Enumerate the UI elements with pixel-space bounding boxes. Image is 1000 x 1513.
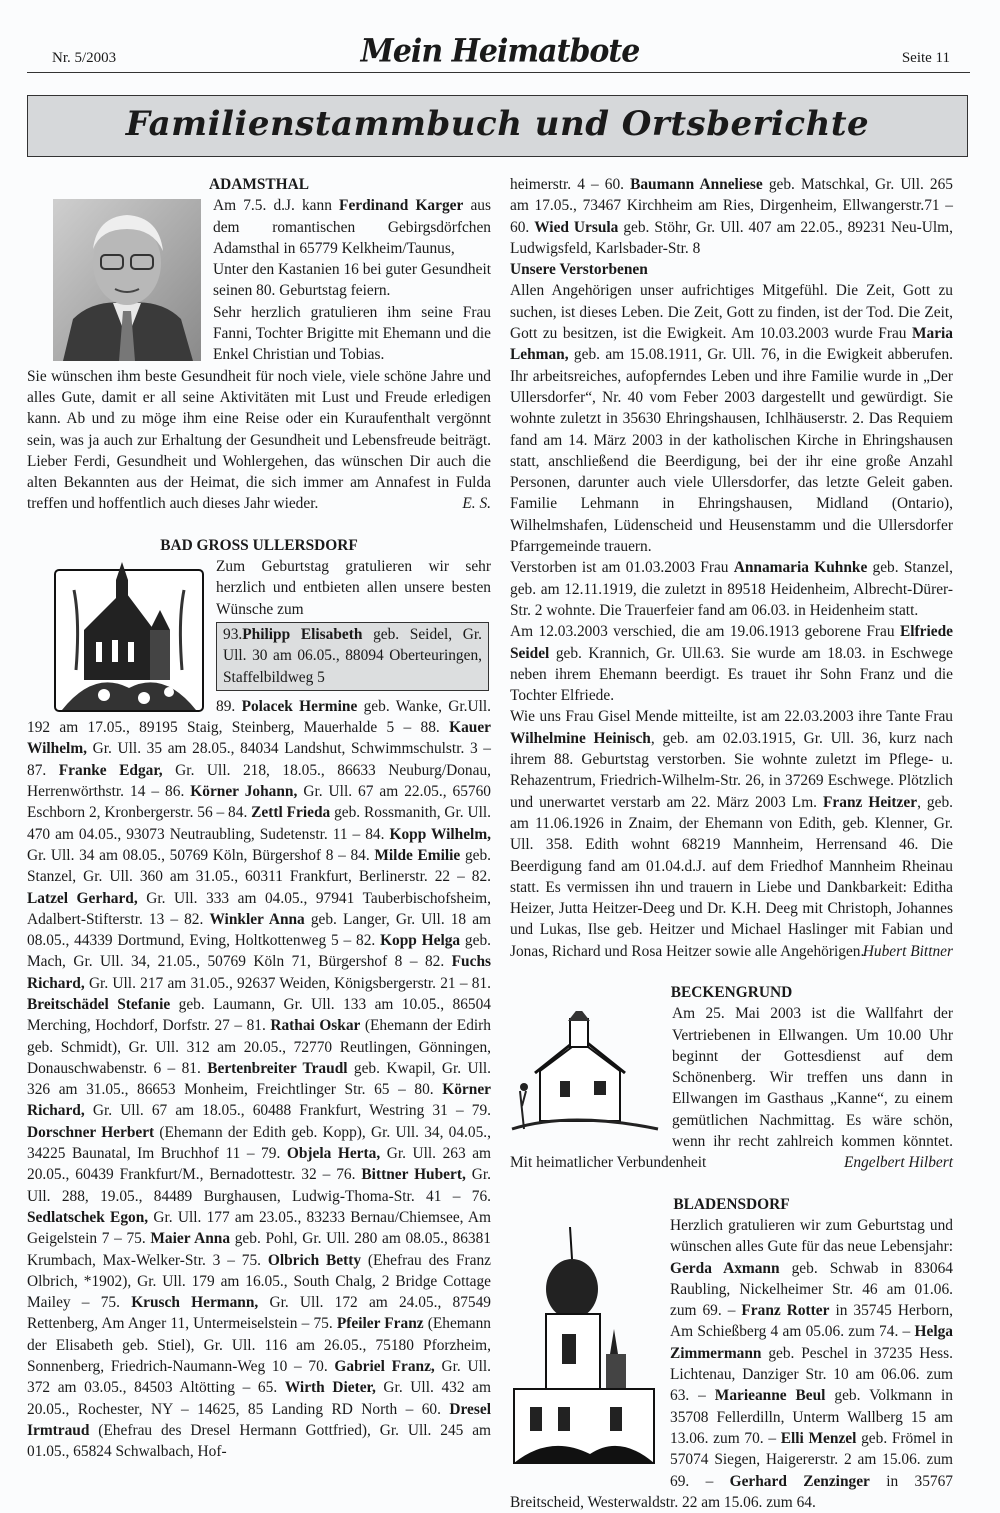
text-run: Gr. Ull. 288, 19.05., 84489 Burghausen, Ludwig-Thoma-Str. 41 – 76.	[27, 1166, 491, 1205]
name-highlight: Helga Zimmermann	[670, 1323, 953, 1362]
text-run: Allen Angehörigen unser aufrichtiges Mitgefühl. Die Zeit, Gott zu suchen, ist dieses Leben. Die Zeit, Gott zu finden, ist der Tod. Die Zeit, Gott zu besitzen, ist die Ewigkeit. Am 10.03.2003 wurde Frau	[510, 282, 953, 343]
name-highlight: Dresel Irmtraud	[27, 1400, 491, 1439]
paragraph	[27, 366, 491, 515]
text-run: Gr. Ull. 177 am 23.05., 83233 Bernau/Chiemsee, Am Geigelstein 7 – 75.	[27, 1208, 491, 1248]
text-run: geb. am 15.08.1911, Gr. Ull. 76, in die Ewigkeit abberufen. Ihr arbeitsreiches, aufopferndes Leben und ihre Familie wurde in „Der Ullersdorfer“, Nr. 40 vom Feber 2003 dargestellt und gewürdigt. Sie wohnte zuletzt in 35630 Ehringshausen, Ichlhäuserstr. 2. Das Requiem fand am 14. März 2003 in der katholischen Kirche in Ehringshausen statt, anschließend die Beerdigung, bei der ihr eine große Anzahl Personen, darunter auch viele Ullersdorfer, das letzte Geleit gaben. Familie Lehmann in Ehringshausen, Midland (Ontario), Wilhelmshafen, Lüdenscheid und Heusenstamm und die Ullersdorfer Pfarrgemeinde trauern.	[510, 346, 953, 556]
text-run: geb. Volkmann in 35708 Fellerdilln, Unterm Wallberg 15 am 13.06. zum 70. –	[670, 1387, 953, 1447]
chapel-drawing-image	[510, 1011, 660, 1139]
text-run: (Ehefrau des Franz Olbrich, *1902), Gr. Ull. 179 am 16.05., South Chalg, 2 Bridge Cottage Mailey – 75.	[27, 1251, 491, 1312]
name-highlight: Franz Heitzer	[823, 793, 918, 811]
ullersdorf-birthday-list	[27, 696, 491, 1463]
article-beckengrund	[510, 982, 953, 1174]
name-highlight: Marieanne Beul	[714, 1387, 826, 1405]
name-highlight: Latzel Gerhard,	[27, 889, 138, 907]
name-highlight: Wirth Dieter,	[284, 1379, 376, 1397]
name-highlight: Krusch Hermann,	[131, 1294, 259, 1312]
article-unsere-verstorbenen	[510, 259, 953, 962]
text-run: (Ehemann der Elisabeth geb. Stiel), Gr. Ull. 116 am 26.05., 75180 Pforzheim, Sonnenberg, Friedrich-Naumann-Weg 10 – 70.	[27, 1315, 491, 1376]
text-run: geb. Schwab in 83064 Raubling, Nickelheimer Str. 46 am 01.06. zum 69. –	[670, 1259, 953, 1320]
name-highlight: Elfriede Seidel	[510, 623, 953, 662]
text-run: Gr. Ull. 372 am 03.05., 84503 Altötting – 65.	[27, 1358, 491, 1397]
name-highlight: Winkler Anna	[209, 910, 305, 928]
article-adamsthal	[27, 174, 491, 515]
text-run: geb. Frömel in 57074 Siegen, Haigererstr. 2 am 15.06. zum 69. –	[670, 1429, 953, 1490]
ullersdorf-list-continued	[510, 174, 953, 259]
heading-unsere-verstorbenen: Unsere Verstorbenen	[510, 261, 648, 279]
paragraph	[510, 557, 953, 621]
text-run: Zum Geburtstag gratulieren wir sehr herzlich und entbieten allen unsere besten Wünsche zum	[216, 558, 491, 618]
heading-bladensdorf: BLADENSDORF	[673, 1195, 790, 1213]
text-run: geb. Langer, Gr. Ull. 18 am 08.05., 44339 Dortmund, Eving, Holtkottenweg 5 – 82.	[27, 910, 491, 950]
article-bad-gross-ullersdorf	[27, 535, 491, 1463]
text-run: Gr. Ull. 67 am 22.05., 65760 Eschborn 2, Kronbergerstr. 56 – 84.	[27, 783, 492, 822]
name-highlight: Wilhelmine Heinisch	[510, 729, 651, 747]
name-highlight: Pfeiler Franz	[336, 1315, 424, 1333]
name-highlight: Gerda Axmann	[670, 1259, 780, 1277]
name-highlight: Dorschner Herbert	[27, 1123, 155, 1141]
text-run: 89.	[216, 697, 242, 715]
text-run: Gr. Ull. 432 am 20.05., Rochester, NY – 14625, 85 Landing RD North – 60.	[27, 1379, 491, 1418]
article-bladensdorf	[510, 1194, 953, 1513]
text-run: geb. Stanzel, Gr. Ull. 360 am 31.05., 60311 Frankfurt, Berlinerstr. 22 – 82.	[27, 846, 492, 886]
text-run: Gr. Ull. 333 am 04.05., 97941 Tauberbischofsheim, Adalbert-Stifterstr. 13 – 82.	[27, 889, 491, 928]
text-run: Gr. Ull. 34 am 08.05., 50769 Köln, Bürgershof 8 – 84.	[27, 846, 375, 864]
portrait-photo	[53, 199, 201, 361]
text-run: Unter den Kastanien 16 bei guter Gesundheit seinen 80. Geburtstag feiern.	[213, 261, 491, 300]
heading-bad-gross-ullersdorf: BAD GROSS ULLERSDORF	[160, 536, 358, 554]
text-run: heimerstr. 4 – 60.	[510, 176, 631, 193]
text-run: Sie wünschen ihm beste Gesundheit für noch viele, viele schöne Jahre und alles Gute, damit er all seine Aktivitäten mit Lust und Freude erledigen kann. Ab und zu möge ihm eine Reise oder ein Kuraufenthalt vergönnt sein, was ja auch zur Erhaltung der Gesundheit und Lebensfreude beiträgt. Lieber Ferdi, Gesundheit und Wohlergehen, das wünschen Dir auch die alten Bekannten aus der Heimat, die sich immer am Annafest in Fulda treffen und hoffentlich auch dieses Jahr wieder.	[27, 367, 491, 513]
text-run: Wie uns Frau Gisel Mende mitteilte, ist am 22.03.2003 ihre Tante Frau	[510, 708, 953, 726]
text-run: geb. Kwapil, Gr. Ull. 326 am 31.05., 86653 Monheim, Freichtlinger Str. 65 – 80.	[27, 1059, 491, 1099]
text-run: (Ehemann der Edirh geb. Schmidt), Gr. Ull. 312 am 20.05., 72770 Reutlingen, Gönningen, Donauschwabenstr. 6 – 81.	[27, 1017, 491, 1077]
text-run: geb. Mach, Gr. Ull. 34, 21.05., 50769 Köln 71, Bürgershof 8 – 82.	[27, 932, 491, 971]
author-signature: E. S.	[462, 495, 491, 513]
section-title: Familienstammbuch und Ortsberichte	[125, 104, 870, 144]
text-run: aus dem romantischen Gebirgsdörfchen Adamsthal in 65779 Kelkheim/Taunus,	[213, 197, 491, 257]
text-run: Am 7.5. d.J. kann	[213, 197, 340, 215]
name-highlight: Kauer Wilhelm,	[27, 719, 491, 758]
name-highlight: Franz Rotter	[741, 1302, 830, 1320]
paragraph	[510, 280, 953, 557]
paragraph	[510, 621, 953, 706]
text-run: Gr. Ull. 217 am 31.05., 92637 Weiden, Königsbergerstr. 21 – 81.	[84, 974, 491, 992]
text-run: Gr. Ull. 172 am 24.05., 87549 Rettenberg, Am Anger 11, Untermeiselstein – 75.	[27, 1294, 491, 1333]
section-title-box	[27, 95, 968, 157]
text-run: (Ehemann der Edith geb. Kopp), Gr. Ull. 34, 04.05., 34225 Baunatal, Im Bruchhof 11 – 79.	[27, 1123, 491, 1163]
name-highlight: Körner Johann,	[190, 783, 298, 801]
name-highlight: Olbrich Betty	[267, 1251, 362, 1269]
paragraph	[510, 706, 953, 962]
name-highlight: Breitschädel Stefanie	[27, 995, 171, 1013]
text-run: geb. Seidel, Gr. Ull. 30 am 06.05., 88094 Oberteuringen, Staffelbildweg 5	[223, 625, 482, 686]
text-run: geb. Peschel in 37235 Hess. Lichtenau, Danziger Str. 10 am 06.06. zum 63. –	[670, 1344, 953, 1405]
text-run: geb. Stöhr, Gr. Ull. 407 am 22.05., 89231 Neu-Ulm, Ludwigsfeld, Karlsbader-Str. 8	[510, 218, 953, 257]
text-run: Gr. Ull. 35 am 28.05., 84034 Landshut, Schwimmschulstr. 3 – 87.	[27, 740, 491, 779]
paragraph	[27, 696, 491, 1463]
page-number: Seite 11	[901, 50, 950, 66]
name-highlight: Maria Lehman,	[510, 325, 953, 364]
text-run: (Ehefrau des Dresel Hermann Gottfried), Gr. Ull. 245 am 01.05., 65824 Schwalbach, Hof-	[27, 1421, 491, 1461]
name-highlight: Sedlatschek Egon,	[27, 1208, 149, 1226]
text-run: geb. Stanzel, geb. am 12.11.1919, die zuletzt in 89518 Heidenheim, Albrecht-Dürer-Str. 2 wohnte. Die Trauerfeier fand am 06.03. in Heidenheim statt.	[510, 559, 953, 619]
name-highlight: Fuchs Richard,	[27, 953, 491, 992]
text-run: geb. Rossmanith, Gr. Ull. 470 am 04.05., 93073 Neutraubling, Sudetenstr. 11 – 84.	[27, 804, 491, 843]
text-run: Am 25. Mai 2003 ist die Wallfahrt der Vertriebenen in Ellwangen. Um 10.00 Uhr beginnt der Gottesdienst auf dem Schönenberg. Wir treffen uns dann in Ellwangen im Gasthaus „Kanne“, zu einem gemütlichen Nachmittag. Es wäre schön, wenn ihr recht zahlreich kommen könntet. Mit heimatlicher Verbundenheit	[510, 1005, 953, 1172]
name-highlight: Elli Menzel	[780, 1429, 857, 1447]
name-highlight: Baumann Anneliese	[630, 176, 763, 193]
author-signature: Engelbert Hilbert	[844, 1154, 953, 1172]
name-highlight: Rathai Oskar	[270, 1017, 361, 1035]
masthead-logo: Mein Heimatbote	[360, 33, 640, 70]
heading-adamsthal: ADAMSTHAL	[208, 176, 310, 193]
highlighted-birthday-entry	[216, 622, 489, 691]
name-highlight: Polacek Hermine	[241, 697, 358, 715]
name-highlight: Kopp Helga	[380, 932, 461, 950]
text-run: in 35745 Herborn, Am Schießberg 4 am 05.06. zum 74. –	[670, 1302, 954, 1341]
text-run: 93.	[223, 625, 243, 643]
name-highlight: Wied Ursula	[534, 218, 619, 236]
heading-beckengrund: BECKENGRUND	[670, 983, 793, 1001]
name-highlight: Gabriel Franz,	[334, 1358, 435, 1376]
text-run: geb. Wanke, Gr.Ull. 192 am 17.05., 89195 Staig, Steinberg, Mauerhalde 5 – 88.	[27, 697, 491, 737]
text-run: Gr. Ull. 263 am 20.05., 60439 Frankfurt/M., Bernadottestr. 32 – 76.	[27, 1145, 492, 1184]
name-highlight: Körner Richard,	[27, 1081, 491, 1120]
text-run: , geb. am 11.06.1926 in Znaim, der Ehemann von Edith, geb. Klenner, Gr. Ull. 358. Edith wohnt 68219 Mannheim, Herrensand 46. Die Beerdigung fand am 01.04.d.J. auf dem Friedhof Mannheim Rheinau statt. Es vermissen ihn und trauern in Liebe und Dankbarkeit: Editha Heizer, Jutta Heitzer-Deeg und Dr. K.H. Deeg mit Christoph, Johannes und Lukas, Ilse geb. Heitzer und Michael Haslinger mit Fabian und Jonas, Richard und Rosa Heitzer sowie alle Angehörigen.	[510, 793, 953, 960]
text-run: geb. Laumann, Gr. Ull. 133 am 10.05., 86504 Merching, Hochdorf, Dorfstr. 27 – 81.	[27, 995, 491, 1035]
text-run: in 35767 Breitscheid, Westerwaldstr. 22 am 15.06. zum 64.	[510, 1472, 953, 1511]
obituaries-text	[510, 280, 953, 962]
name-highlight: Milde Emilie	[374, 846, 461, 864]
name-highlight: Annamaria Kuhnke	[733, 559, 868, 577]
name-highlight: Zettl Frieda	[251, 804, 331, 822]
header-rule	[27, 72, 970, 73]
name-highlight: Maier Anna	[150, 1230, 231, 1248]
text-run: Verstorben ist am 01.03.2003 Frau	[510, 559, 734, 577]
author-signature: Hubert Bittner	[862, 942, 953, 960]
paragraph	[510, 174, 953, 259]
issue-number: Nr. 5/2003	[52, 50, 117, 66]
name-highlight: Bertenbreiter Traudl	[207, 1059, 348, 1077]
name-highlight: Gerhard Zenzinger	[729, 1472, 870, 1490]
name-highlight: Franke Edgar,	[58, 761, 163, 779]
text-run: geb. Krannich, Gr. Ull.63. Sie wurde am 18.03. in Eschwege neben ihrem Ehemann beerdigt. Es trauet ihr Sohn Franz und die Tochter Elfriede.	[510, 644, 953, 705]
paragraph	[223, 624, 482, 688]
name-highlight: Objela Herta,	[286, 1145, 381, 1163]
left-column	[27, 174, 491, 1463]
text-run: Gr. Ull. 67 am 18.05., 60488 Frankfurt, Westring 31 – 79.	[84, 1102, 491, 1120]
text-run: Gr. Ull. 218, 18.05., 86633 Neuburg/Donau, Herrenwörthstr. 14 – 86.	[27, 761, 491, 801]
right-column	[510, 174, 953, 1513]
church-woodcut-image	[54, 560, 204, 712]
name-highlight: Kopp Wilhelm,	[389, 825, 491, 843]
name-highlight: Bittner Hubert,	[361, 1166, 466, 1184]
church-tower-drawing-image	[510, 1219, 658, 1467]
text-run: , geb. am 02.03.1915, Gr. Ull. 36, kurz nach ihrem 88. Geburtstag verstorben. Sie wohnte zuletzt im Pflege- u. Rehazentrum, Friedrich-Wilhelm-Str. 26, in 37269 Eschwege. Plötzlich und unerwartet verstarb am 22. März 2003 Lm.	[510, 729, 953, 811]
text-run: Am 12.03.2003 verschied, die am 19.06.1913 geborene Frau	[510, 623, 900, 641]
text-run: geb. Pohl, Gr. Ull. 280 am 08.05., 86381 Krumbach, Max-Welker-Str. 3 – 75.	[27, 1230, 491, 1269]
name-highlight: Ferdinand Karger	[339, 197, 464, 215]
name-highlight: Philipp Elisabeth	[242, 625, 363, 643]
text-run: Sehr herzlich gratulieren ihm seine Frau Fanni, Tochter Brigitte mit Ehemann und die Enkel Christian und Tobias.	[213, 303, 491, 364]
text-run: Herzlich gratulieren wir zum Geburtstag und wünschen alles Gute für das neue Lebensjahr:	[670, 1216, 953, 1256]
text-run: geb. Matschkal, Gr. Ull. 265 am 17.05., 73467 Kirchheim am Ries, Dirgenheim, Ellwangerstr.71 – 60.	[510, 176, 954, 236]
